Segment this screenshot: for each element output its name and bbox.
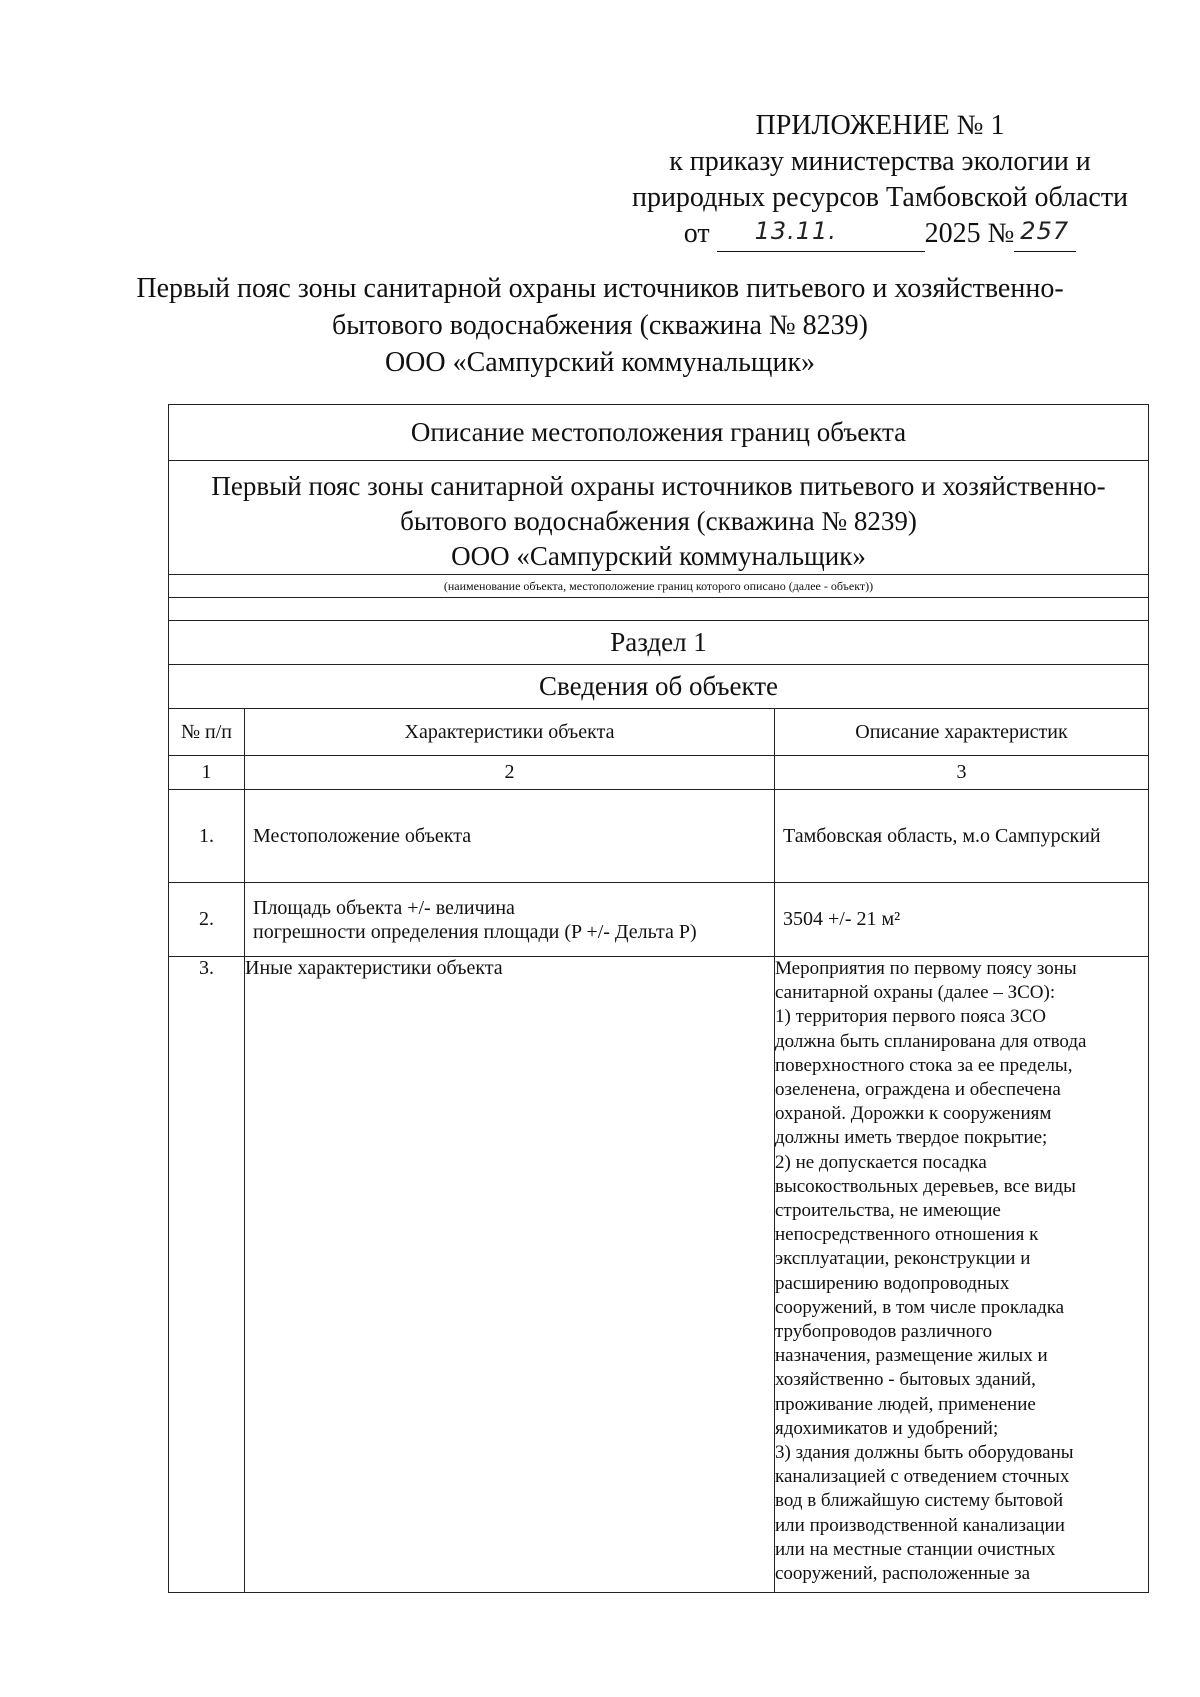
table-heading: Описание местоположения границ объекта <box>169 405 1149 461</box>
row-3-description-line: санитарной охраны (далее – ЗСО): <box>775 982 1056 1004</box>
row-3-description-line: должны иметь твердое покрытие; <box>775 1127 1048 1149</box>
column-header-description: Описание характеристик <box>775 709 1149 756</box>
row-3-description-line: хозяйственно - бытовых зданий, <box>775 1369 1036 1391</box>
row-3-description-line: ядохимикатов и удобрений; <box>775 1417 999 1439</box>
row-3-description-line: охраной. Дорожки к сооружениям <box>775 1103 1052 1125</box>
date-field <box>717 217 925 252</box>
row-3-description-line: канализацией с отведением сточных <box>775 1466 1070 1488</box>
spacer-row <box>169 598 1149 621</box>
row-3-description-line: высокоствольных деревьев, все виды <box>775 1175 1076 1197</box>
row-3-description-line: 3) здания должны быть оборудованы <box>775 1442 1074 1464</box>
row-3-description-line: поверхностного стока за ее пределы, <box>775 1054 1073 1076</box>
object-note-row <box>169 575 1149 598</box>
table-row <box>169 790 1149 883</box>
row-3-description-line: сооружений, в том числе прокладка <box>775 1296 1065 1318</box>
boundary-description-table <box>168 404 1149 1593</box>
table-row <box>169 883 1149 957</box>
object-name <box>169 461 1149 575</box>
row-1-description: Тамбовская область, м.о Сампурский <box>775 790 1149 883</box>
column-number-1: 1 <box>169 756 245 790</box>
table-heading-row <box>169 405 1149 461</box>
column-header-characteristic: Характеристики объекта <box>245 709 775 756</box>
row-2-characteristic <box>245 883 775 957</box>
row-3-description-line: эксплуатации, реконструкции и <box>775 1248 1031 1270</box>
number-field <box>1014 217 1076 252</box>
section-label: Раздел 1 <box>169 621 1149 665</box>
handwritten-number: 257 <box>1020 217 1070 245</box>
title-line-3: ООО «Сампурский коммунальщик» <box>384 347 816 378</box>
date-prefix: от <box>683 218 710 249</box>
row-2-number: 2. <box>169 883 245 957</box>
document-title <box>120 270 1080 381</box>
object-name-line-2: бытового водоснабжения (скважина № 8239) <box>400 506 917 536</box>
section-title: Сведения об объекте <box>169 665 1149 709</box>
section-label-row <box>169 621 1149 665</box>
row-2-description: 3504 +/- 21 м² <box>775 883 1149 957</box>
title-line-1: Первый пояс зоны санитарной охраны источников питьевого и хозяйственно- <box>136 273 1064 304</box>
appendix-number: ПРИЛОЖЕНИЕ № 1 <box>755 110 1005 141</box>
order-date-line <box>600 216 1160 252</box>
row-1-characteristic: Местоположение объекта <box>245 790 775 883</box>
row-3-number: 3. <box>169 957 245 1593</box>
column-header-num: № п/п <box>169 709 245 756</box>
appendix-header <box>600 108 1160 252</box>
row-3-description-line: или на местные станции очистных <box>775 1538 1056 1560</box>
row-3-description-line: назначения, размещение жилых и <box>775 1345 1048 1367</box>
row-3-description-line: 2) не допускается посадка <box>775 1151 987 1173</box>
row-3-description-line: проживание людей, применение <box>775 1393 1036 1415</box>
row-2-characteristic-line-1: Площадь объекта +/- величина <box>253 896 515 919</box>
row-3-description-line: или производственной канализации <box>775 1514 1065 1536</box>
object-name-row <box>169 461 1149 575</box>
object-name-line-1: Первый пояс зоны санитарной охраны источников питьевого и хозяйственно- <box>211 471 1106 501</box>
row-3-characteristic: Иные характеристики объекта <box>245 957 775 1593</box>
row-2-characteristic-line-2: погрешности определения площади (P +/- Дельта P) <box>253 920 697 943</box>
row-3-description-line: вод в ближайшую систему бытовой <box>775 1490 1064 1512</box>
row-3-description-line: расширению водопроводных <box>775 1272 1010 1294</box>
column-number-3: 3 <box>775 756 1149 790</box>
row-3-description <box>775 957 1149 1593</box>
row-3-description-line: озеленена, ограждена и обеспечена <box>775 1079 1061 1101</box>
ministry-name: природных ресурсов Тамбовской области <box>631 182 1129 213</box>
order-reference: к приказу министерства экологии и <box>669 146 1091 177</box>
object-name-line-3: ООО «Сампурский коммунальщик» <box>451 541 866 571</box>
handwritten-date: 13.11. <box>754 217 837 245</box>
table-row <box>169 957 1149 1593</box>
row-3-description-line: 1) территория первого пояса ЗСО <box>775 1006 1047 1028</box>
row-3-description-line: непосредственного отношения к <box>775 1224 1039 1246</box>
object-note: (наименование объекта, местоположение границ которого описано (далее - объект)) <box>169 575 1149 598</box>
year-label: 2025 № <box>924 218 1015 249</box>
column-number-2: 2 <box>245 756 775 790</box>
spacer-cell <box>169 598 1149 621</box>
column-header-row <box>169 709 1149 756</box>
row-3-description-line: сооружений, расположенные за <box>775 1563 1031 1585</box>
row-3-description-line: должна быть спланирована для отвода <box>775 1030 1087 1052</box>
row-3-description-line: Мероприятия по первому поясу зоны <box>775 958 1077 979</box>
row-3-description-line: строительства, не имеющие <box>775 1200 1001 1222</box>
title-line-2: бытового водоснабжения (скважина № 8239) <box>332 310 868 341</box>
section-title-row <box>169 665 1149 709</box>
column-number-row <box>169 756 1149 790</box>
row-1-number: 1. <box>169 790 245 883</box>
row-3-description-line: трубопроводов различного <box>775 1321 993 1343</box>
